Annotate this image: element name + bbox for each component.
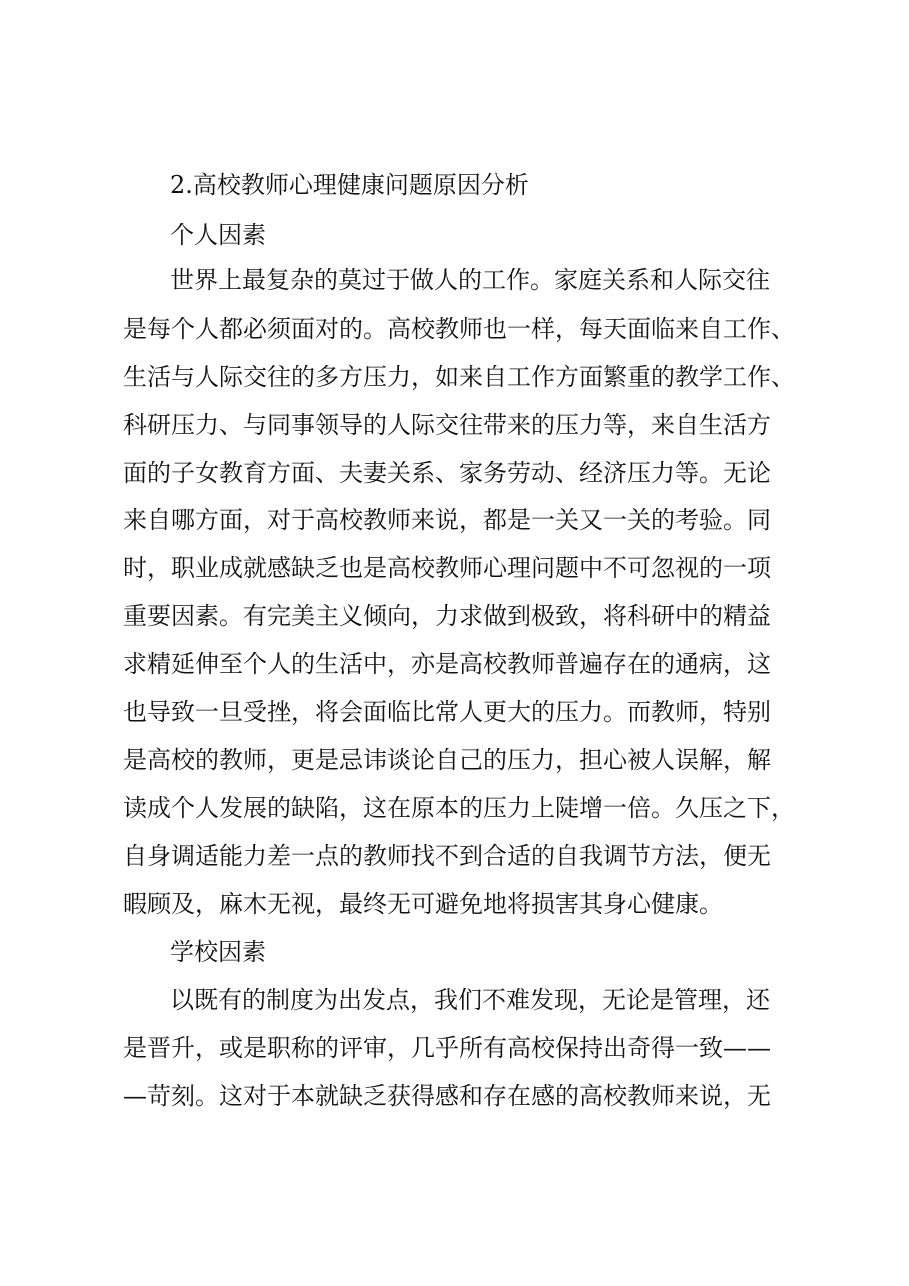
paragraph-line: 自身调适能力差一点的教师找不到合适的自我调节方法，便无 [123, 842, 771, 870]
paragraph-line: 读成个人发展的缺陷，这在原本的压力上陡增一倍。久压之下， [123, 794, 795, 822]
section-heading: 2.高校教师心理健康问题原因分析 [170, 171, 529, 199]
paragraph-line: 世界上最复杂的莫过于做人的工作。家庭关系和人际交往 [170, 266, 770, 294]
paragraph-line: 以既有的制度为出发点，我们不难发现，无论是管理，还 [170, 986, 770, 1014]
paragraph-line: —苛刻。这对于本就缺乏获得感和存在感的高校教师来说，无 [123, 1082, 771, 1110]
paragraph-line: 是高校的教师，更是忌讳谈论自己的压力，担心被人误解，解 [123, 746, 771, 774]
paragraph-line: 生活与人际交往的多方压力，如来自工作方面繁重的教学工作、 [123, 363, 795, 391]
paragraph-line: 科研压力、与同事领导的人际交往带来的压力等，来自生活方 [123, 411, 771, 439]
paragraph-line: 面的子女教育方面、夫妻关系、家务劳动、经济压力等。无论 [123, 459, 771, 487]
paragraph-line: 是每个人都必须面对的。高校教师也一样，每天面临来自工作、 [123, 315, 795, 343]
paragraph-line: 是晋升，或是职称的评审，几乎所有高校保持出奇得一致—— [123, 1034, 771, 1062]
paragraph-line: 时，职业成就感缺乏也是高校教师心理问题中不可忽视的一项 [123, 554, 771, 582]
paragraph-line: 暇顾及，麻木无视，最终无可避免地将损害其身心健康。 [123, 890, 723, 918]
subsection-title-school: 学校因素 [170, 938, 266, 966]
paragraph-line: 重要因素。有完美主义倾向，力求做到极致，将科研中的精益 [123, 602, 771, 630]
paragraph-line: 也导致一旦受挫，将会面临比常人更大的压力。而教师，特别 [123, 698, 771, 726]
paragraph-line: 求精延伸至个人的生活中，亦是高校教师普遍存在的通病，这 [123, 650, 771, 678]
subsection-title-personal: 个人因素 [170, 221, 266, 249]
paragraph-line: 来自哪方面，对于高校教师来说，都是一关又一关的考验。同 [123, 506, 771, 534]
